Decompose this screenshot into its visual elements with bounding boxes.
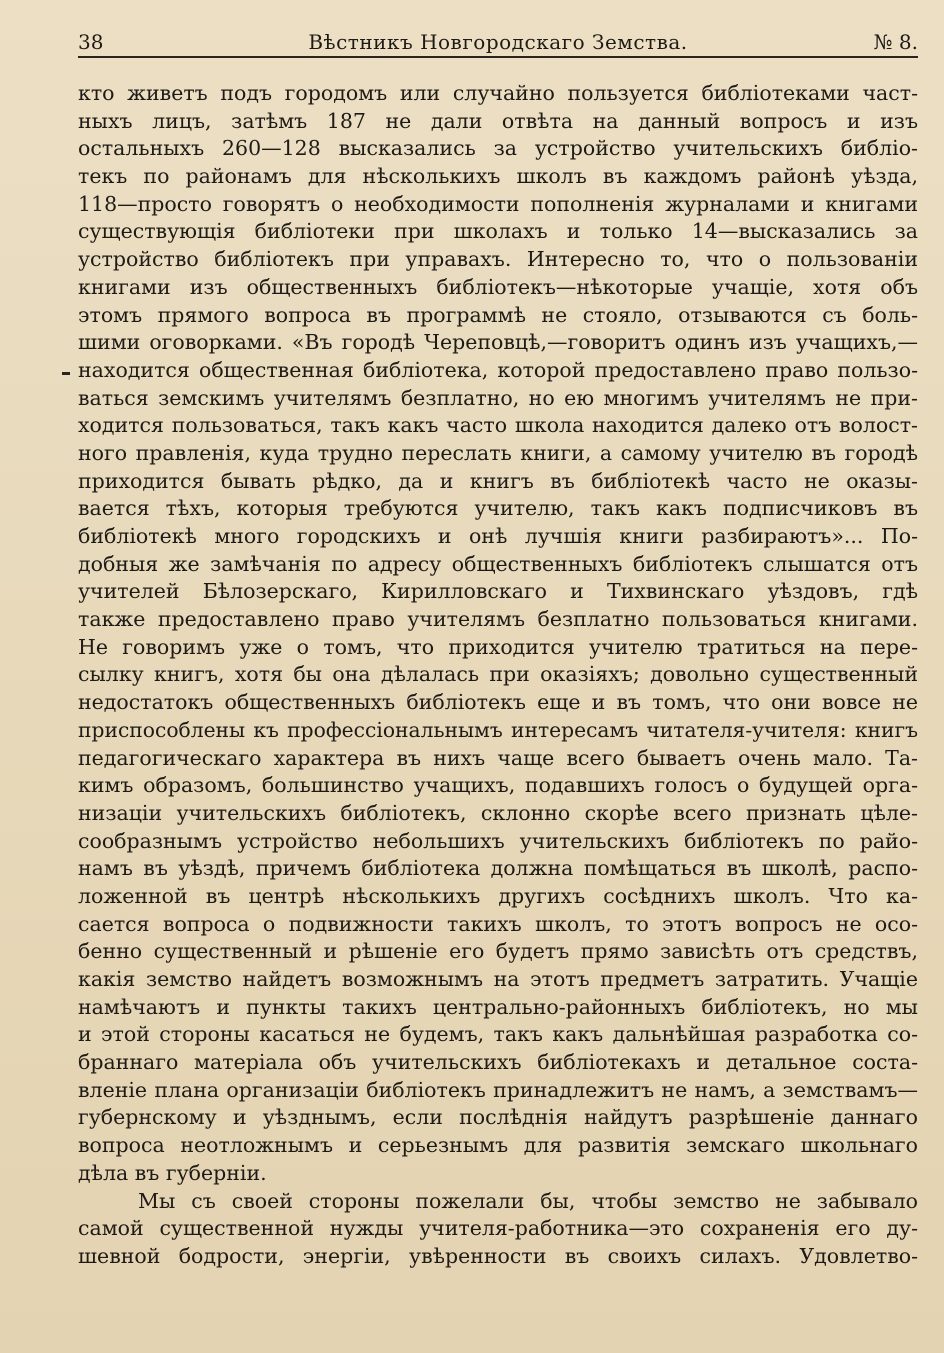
text-line: кто живетъ подъ городомъ или случайно пользуется библіотеками част- <box>78 81 918 105</box>
text-line: этомъ прямого вопроса въ программѣ не стояло, отзываются съ боль- <box>78 302 918 327</box>
text-line: ного правленія, куда трудно переслать книги, а самому учителю въ городѣ <box>78 440 918 465</box>
text-line: текъ по районамъ для нѣсколькихъ школъ въ каждомъ районѣ уѣзда, <box>78 164 918 189</box>
page-number: 38 <box>78 30 104 54</box>
text-line: вопроса неотложнымъ и серьезнымъ для развитія земскаго школьнаго <box>78 1133 918 1158</box>
text-line: сается вопроса о подвижности такихъ школъ, то этотъ вопросъ не осо- <box>78 911 918 936</box>
text-line: кимъ образомъ, большинство учащихъ, подавшихъ голосъ о будущей орга- <box>78 773 918 798</box>
text-line: также предоставлено право учителямъ безплатно пользоваться книгами. <box>78 607 918 632</box>
text-line: находится общественная библіотека, которой предоставлено право пользо- <box>78 357 918 382</box>
text-line: и этой стороны касаться не будемъ, такъ какъ дальнѣйшая разработка со- <box>78 1022 918 1047</box>
text-line: ходится пользоваться, такъ какъ часто школа находится далеко отъ волост- <box>78 413 918 438</box>
text-line: добныя же замѣчанія по адресу общественныхъ библіотекъ слышатся отъ <box>78 551 918 576</box>
text-line: намѣчаютъ и пункты такихъ центрально-районныхъ библіотекъ, но мы <box>78 994 918 1019</box>
text-line: педагогическаго характера въ нихъ чаще всего бываетъ очень мало. Та- <box>78 745 918 770</box>
text-line: приходится бывать рѣдко, да и книгъ въ библіотекѣ часто не оказы- <box>78 468 918 493</box>
text-line: низаціи учительскихъ библіотекъ, склонно скорѣе всего признать цѣле- <box>78 800 918 825</box>
text-line: 118—просто говорятъ о необходимости пополненія журналами и книгами <box>78 191 918 216</box>
text-line: сообразнымъ устройство небольшихъ учительскихъ библіотекъ по райо- <box>78 828 918 853</box>
text-line: самой существенной нужды учителя-работника—это сохраненія его ду- <box>78 1216 918 1241</box>
header-rule <box>78 56 918 58</box>
text-line: шими оговорками. «Въ городѣ Череповцѣ,—говоритъ одинъ изъ учащихъ,— <box>78 330 918 355</box>
text-line: бенно существенный и рѣшеніе его будетъ прямо зависѣть отъ средствъ, <box>78 939 918 964</box>
paragraph-end-line: дѣла въ губерніи. <box>78 1160 267 1185</box>
text-line: шевной бодрости, энергіи, увѣренности въ своихъ силахъ. Удовлетво- <box>78 1243 918 1268</box>
text-line: книгами изъ общественныхъ библіотекъ—нѣкоторые учащіе, хотя объ <box>78 274 918 299</box>
running-header <box>78 28 918 56</box>
text-line: существующія библіотеки при школахъ и только 14—высказались за <box>78 219 918 244</box>
text-line: ложенной въ центрѣ нѣсколькихъ другихъ сосѣднихъ школъ. Что ка- <box>78 883 918 908</box>
text-line: ваться земскимъ учителямъ безплатно, но ею многимъ учителямъ не при- <box>78 385 918 410</box>
text-line: вленіе плана организаціи библіотекъ принадлежитъ не намъ, а земствамъ— <box>78 1077 918 1102</box>
text-line: недостатокъ общественныхъ библіотекъ еще и въ томъ, что они вовсе не <box>78 690 918 715</box>
text-line: устройство библіотекъ при управахъ. Интересно то, что о пользованіи <box>78 247 918 272</box>
margin-mark <box>62 372 70 375</box>
text-line: Не говоримъ уже о томъ, что приходится учителю тратиться на пере- <box>78 634 918 659</box>
body-text <box>78 80 918 1271</box>
text-line: вается тѣхъ, которыя требуются учителю, такъ какъ подписчиковъ въ <box>78 496 918 521</box>
text-line: браннаго матеріала объ учительскихъ библіотекахъ и детальное соста- <box>78 1050 918 1075</box>
paragraph-start-line: Мы съ своей стороны пожелали бы, чтобы земство не забывало <box>138 1188 918 1213</box>
issue-number: № 8. <box>873 30 918 54</box>
text-line: намъ въ уѣздѣ, причемъ библіотека должна помѣщаться въ школѣ, распо- <box>78 856 918 881</box>
text-line: губернскому и уѣзднымъ, если послѣднія найдутъ разрѣшеніе даннаго <box>78 1105 918 1130</box>
text-line: приспособлены къ профессіональнымъ интересамъ читателя-учителя: книгъ <box>78 717 918 742</box>
text-line: сылку книгъ, хотя бы она дѣлалась при оказіяхъ; довольно существенный <box>78 662 918 687</box>
journal-title: Вѣстникъ Новгородскаго Земства. <box>308 30 688 54</box>
text-line: какія земство найдетъ возможнымъ на этотъ предметъ затратить. Учащіе <box>78 967 918 991</box>
text-line: библіотекѣ много городскихъ и онѣ лучшія книги разбираютъ»... По- <box>78 524 918 548</box>
text-line: ныхъ лицъ, затѣмъ 187 не дали отвѣта на данный вопросъ и изъ <box>78 108 918 133</box>
text-line: учителей Бѣлозерскаго, Кирилловскаго и Тихвинскаго уѣздовъ, гдѣ <box>78 579 918 604</box>
text-line: остальныхъ 260—128 высказались за устройство учительскихъ библіо- <box>78 136 918 161</box>
